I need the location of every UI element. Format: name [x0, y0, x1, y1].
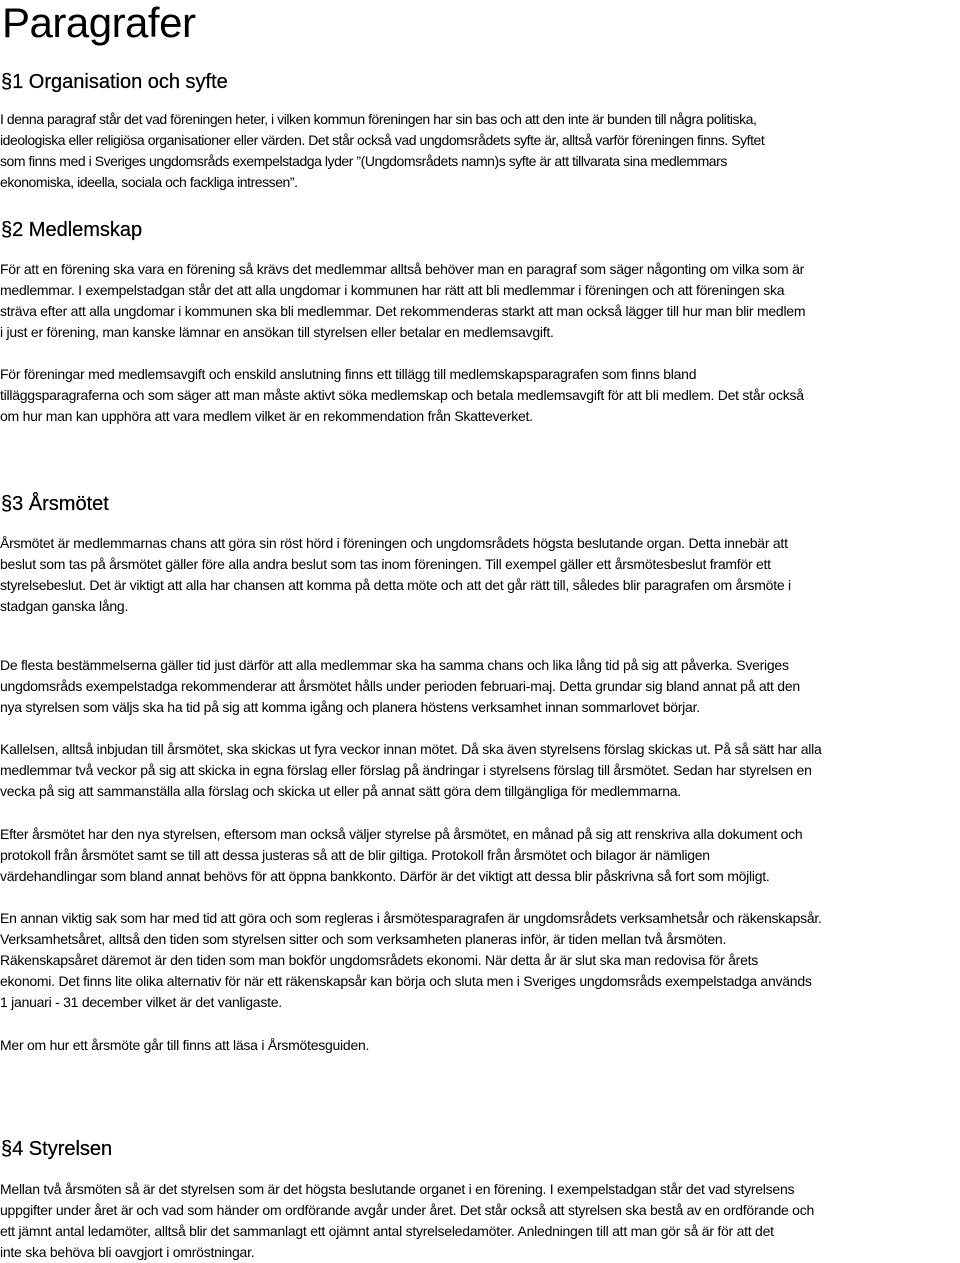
page-title: Paragrafer	[2, 0, 196, 46]
paragraph-medlemskap-1: För att en förening ska vara en förening så krävs det medlemmar alltså behöver man en paragraf som säger någonting om vilka som är medlemmar. I exempelstadgan står det att alla ungdomar i kommunen har rätt att bli medlemmar i föreningen och att föreningen ska sträva efter att alla ungdomar i kommunen ska bli medlemmar. Det rekommenderas starkt att man också lägger till hur man blir medlem i just er förening, man kanske lämnar en ansökan till styrelsen eller betalar en medlemsavgift.	[0, 261, 806, 340]
paragraph-arsmotet-4: Efter årsmötet har den nya styrelsen, eftersom man också väljer styrelse på årsmötet, en månad på sig att renskriva alla dokument och protokoll från årsmötet samt se till att dessa justeras så att de blir giltiga. Protokoll från årsmötet och bilagor är nämligen värdehandlingar som bland annat behövs för att öppna bankkonto. Därför är det viktigt att dessa blir påskrivna så fort som möjligt.	[0, 826, 803, 884]
paragraph-arsmotet-1: Årsmötet är medlemmarnas chans att göra sin röst hörd i föreningen och ungdomsrådets högsta beslutande organ. Detta innebär att beslut som tas på årsmötet gäller före alla andra beslut som tas inom föreningen. Till exempel gäller ett årsmötesbeslut framför ett styrelsebeslut. Det är viktigt att alla har chansen att komma på detta möte och att det går rätt till, således blir paragrafen om årsmöte i stadgan ganska lång.	[0, 535, 791, 614]
paragraph-arsmotet-6: Mer om hur ett årsmöte går till finns att läsa i Årsmötesguiden.	[0, 1037, 370, 1053]
paragraph-arsmotet-3: Kallelsen, alltså inbjudan till årsmötet, ska skickas ut fyra veckor innan mötet. Då ska även styrelsens förslag skickas ut. På så sätt har alla medlemmar två veckor på sig att skicka in egna förslag eller förslag på ändringar i styrelsens förslag till årsmötet. Sedan har styrelsen en vecka på sig att sammanställa alla förslag och skicka ut eller på annat sätt göra dem tillgängliga för medlemmarna.	[0, 741, 822, 799]
paragraph-organisation: I denna paragraf står det vad föreningen heter, i vilken kommun föreningen har sin bas och att den inte är bunden till några politiska, ideologiska eller religiösa organisationer eller värden. Det står också vad ungdomsrådets syfte är, alltså varför föreningen finns. Syftet som finns med i Sveriges ungdomsråds exempelstadga lyder ”(Ungdomsrådets namn)s syfte är att tillvarata sina medlemmars ekonomiska, ideella, sociala och fackliga intressen”.	[0, 111, 765, 190]
paragraph-medlemskap-2: För föreningar med medlemsavgift och enskild anslutning finns ett tillägg till medlemskapsparagrafen som finns bland tilläggsparagraferna och som säger att man måste aktivt söka medlemskap och betala medlemsavgift för att bli medlem. Det står också om hur man kan upphöra att vara medlem vilket är en rekommendation från Skatteverket.	[0, 366, 804, 424]
paragraph-arsmotet-2: De flesta bestämmelserna gäller tid just därför att alla medlemmar ska ha samma chans och lika lång tid på sig att påverka. Sveriges ungdomsråds exempelstadga rekommenderar att årsmötet hålls under perioden februari-maj. Detta grundar sig bland annat på att den nya styrelsen som väljs ska ha tid på sig att komma igång och planera höstens verksamhet innan sommarlovet börjar.	[0, 657, 800, 715]
paragraph-styrelsen: Mellan två årsmöten så är det styrelsen som är det högsta beslutande organet i en förening. I exempelstadgan står det vad styrelsens uppgifter under året är och vad som händer om ordförande avgår under året. Det står också att styrelsen ska bestå av en ordförande och ett jämnt antal ledamöter, alltså blir det sammanlagt ett ojämnt antal styrelseledamöter. Anledningen till att man gör så är för att det inte ska behöva bli oavgjort i omröstningar.	[0, 1181, 814, 1260]
section-heading-styrelsen: §4 Styrelsen	[1, 1138, 113, 1160]
section-heading-organisation: §1 Organisation och syfte	[1, 71, 228, 93]
section-heading-medlemskap: §2 Medlemskap	[1, 219, 143, 241]
paragraph-arsmotet-5: En annan viktig sak som har med tid att göra och som regleras i årsmötesparagrafen är ungdomsrådets verksamhetsår och räkenskapsår. Verksamhetsåret, alltså den tiden som styrelsen sitter och som verksamheten planeras inför, är tiden mellan två årsmöten. Räkenskapsåret däremot är den tiden som man bokför ungdomsrådets ekonomi. När detta år är slut ska man redovisa för årets ekonomi. Det finns lite olika alternativ för när ett räkenskapsår kan börja och sluta men i Sveriges ungdomsråds exempelstadga används 1 januari - 31 december vilket är det vanligaste.	[0, 910, 822, 1010]
section-heading-arsmotet: §3 Årsmötet	[1, 493, 109, 515]
